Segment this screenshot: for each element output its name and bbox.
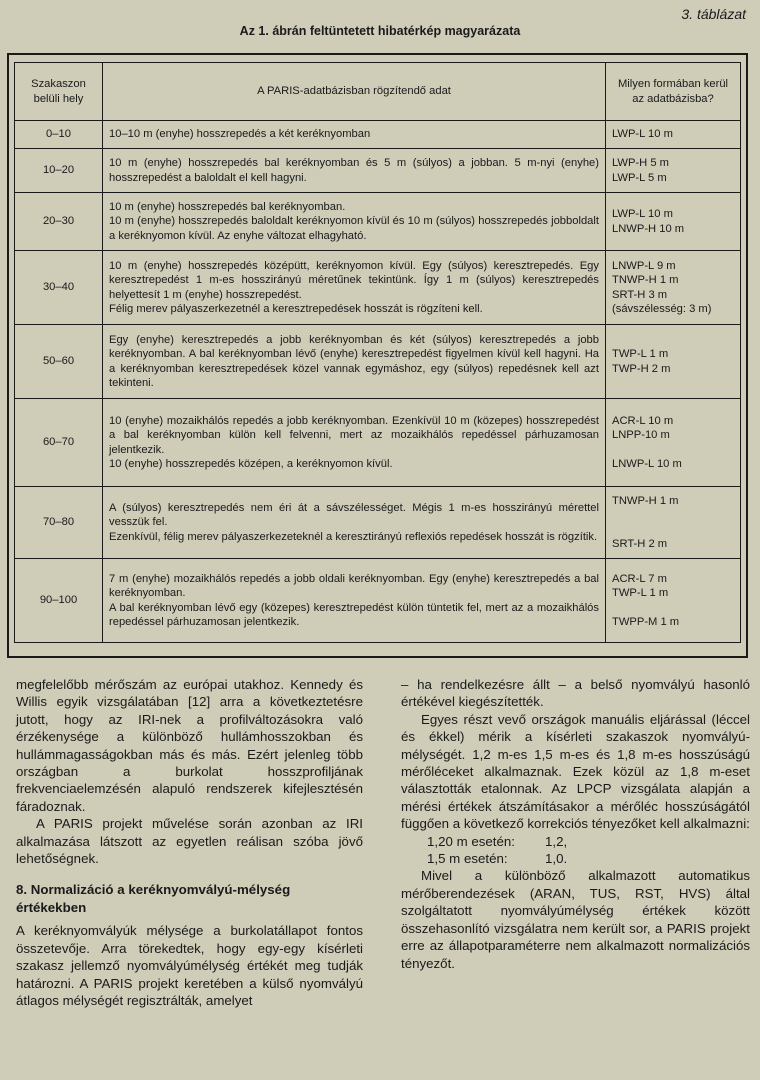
- description-line: 10 m (enyhe) hosszrepedés baloldalt keréknyomon kívül és 10 m (súlyos) hosszrepedés jobboldalt a keréknyomon kívül. Az enyhe változat elhagyható.: [109, 215, 599, 242]
- description-cell: [103, 487, 606, 559]
- paragraph: Mivel a különböző alkalmazott automatikus mérőberendezések (ARAN, TUS, RST, HVS) által szolgáltatott nyomvályúmélység értékek között összehasonlító vizsgálatra nem került sor, a PARIS projekt erre az állapotparaméterre nem alkalmazott normalizációs tényezőt.: [401, 868, 750, 971]
- location-cell: 10–20: [15, 149, 103, 193]
- table-row: [15, 559, 741, 643]
- header-data: A PARIS-adatbázisban rögzítendő adat: [103, 63, 606, 121]
- table-row: [15, 149, 741, 193]
- description-line: 10–10 m (enyhe) hosszrepedés a két keréknyomban: [109, 128, 371, 141]
- code-cell: TWP-L 1 m TWP-H 2 m: [606, 325, 741, 399]
- table-row: [15, 487, 741, 559]
- description-line: Félig merev pályaszerkezetnél a keresztrepedések hosszát is rögzíteni kell.: [109, 303, 483, 315]
- correction-factor-row: 1,20 m esetén: 1,2,: [427, 833, 568, 849]
- code-cell: ACR-L 10 m LNPP-10 m LNWP-L 10 m: [606, 399, 741, 487]
- description-cell: [103, 559, 606, 643]
- location-cell: 0–10: [15, 121, 103, 149]
- paragraph: A keréknyomvályúk mélysége a burkolatállapot fontos összetevője. Arra törekedtek, hogy egy-egy kísérleti szakasz jellemző nyomvályúmélység értékét meg tudják határozni. A PARIS projekt keretében a külső nyomvályú átlagos mélységét regisztrálták, amelyet: [16, 923, 363, 1008]
- description-line: 10 m (enyhe) hosszrepedés bal keréknyomban.: [109, 200, 346, 213]
- description-cell: [103, 325, 606, 399]
- location-cell: 50–60: [15, 325, 103, 399]
- table-row: [15, 325, 741, 399]
- code-cell: LWP-L 10 m: [606, 121, 741, 149]
- section-heading: 8. Normalizáció a keréknyomvályú-mélység értékekben: [16, 882, 291, 915]
- table-number: 3. táblázat: [681, 6, 746, 22]
- location-cell: 90–100: [15, 559, 103, 643]
- table-row: [15, 399, 741, 487]
- description-cell: [103, 149, 606, 193]
- description-line: 7 m (enyhe) mozaikhálós repedés a jobb oldali keréknyomban. Egy (enyhe) keresztrepedés a bal keréknyomban.: [109, 572, 599, 599]
- location-cell: 60–70: [15, 399, 103, 487]
- description-line: 10 m (enyhe) hosszrepedés középütt, keréknyomon kívül. Egy (súlyos) keresztrepedés. Egy keresztrepedést 1 m-es hosszirányú méretűnek tekintünk. Így 1 m (súlyos) keresztrepedés helyettesít 1 m (enyhe) hosszrepedést.: [109, 259, 599, 301]
- code-cell: ACR-L 7 m TWP-L 1 m TWPP-M 1 m: [606, 559, 741, 643]
- location-cell: 30–40: [15, 251, 103, 325]
- code-cell: LNWP-L 9 m TNWP-H 1 m SRT-H 3 m (sávszélesség: 3 m): [606, 251, 741, 325]
- right-column: [401, 676, 750, 972]
- description-line: 10 (enyhe) hosszrepedés középen, a keréknyomon kívül.: [109, 458, 393, 470]
- code-cell: LWP-H 5 m LWP-L 5 m: [606, 149, 741, 193]
- table-row: [15, 193, 741, 251]
- description-cell: [103, 251, 606, 325]
- code-cell: LWP-L 10 m LNWP-H 10 m: [606, 193, 741, 251]
- description-line: 10 m (enyhe) hosszrepedés bal keréknyomban és 5 m (súlyos) a jobban. 5 m-nyi (enyhe) hosszrepedést a baloldalt el kell hagyni.: [109, 157, 599, 184]
- paragraph: megfelelőbb mérőszám az európai utakhoz. Kennedy és Willis egyik vizsgálatában [12] arra a következtetésre jutott, hogy az IRI-nek a profilváltozásokra való érzékenysége a különböző hullámhosszokban és hullámmagasságokban más és más. Ezért jelenleg több országban a burkolat hosszprofiljának frekvenciaelemzésén alapuló rendszerek kifejlesztésén fáradoznak.: [16, 677, 363, 814]
- description-line: A bal keréknyomban lévő egy (közepes) keresztrepedést külön tüntetik fel, mert az a mozaikhálós repedéssel párhuzamosan jelentkezik.: [109, 601, 599, 628]
- defect-table: [14, 62, 741, 643]
- paragraph: A PARIS projekt művelése során azonban az IRI alkalmazása látszott az egyetlen reálisan szóba jövő lehetőségnek.: [16, 816, 363, 867]
- description-line: 10 (enyhe) mozaikhálós repedés a jobb keréknyomban. Ezenkívül 10 m (közepes) hosszrepedést a bal keréknyomban külön kell felvenni, mert az mozaikhálós repedéssel párhuzamosan jelentkezik.: [109, 414, 599, 456]
- code-cell: TNWP-H 1 m SRT-H 2 m: [606, 487, 741, 559]
- description-line: Egy (enyhe) keresztrepedés a jobb keréknyomban és két (súlyos) keresztrepedés a jobb keréknyomban. A bal keréknyomban lévő (enyhe) keresztrepedést figyelmen kívül kell hagyni. Ha a keréknyomban keresztrepedések közel vannak egymáshoz, egy (súlyos) repedésnek kell azt tekinteni.: [109, 333, 599, 389]
- table-row: [15, 121, 741, 149]
- header-format: Milyen formában kerül az adatbázisba?: [606, 63, 741, 121]
- description-cell: [103, 399, 606, 487]
- paragraph: Egyes részt vevő országok manuális eljárással (léccel és ékkel) mérik a kísérleti szakaszok nyomvályú-mélységét. 1,2 m-es 1,5 m-es és 1,8 m-es hosszúságú mérőléceket alkalmaznak. Ezek közül az 1,8 m-eset választották etalonnak. Az LPCP vizsgálata alapján a mérési értékek átszámításakor a mérőléc hosszúságától függően a következő korrekciós tényezőket kell alkalmazni:: [401, 711, 750, 832]
- description-cell: [103, 121, 606, 149]
- table-caption: Az 1. ábrán feltüntetett hibatérkép magyarázata: [239, 24, 521, 38]
- left-column: [16, 676, 363, 1009]
- description-line: A (súlyos) keresztrepedés nem éri át a sávszélességet. Mégis 1 m-es hosszirányú mérettel vesszük fel.: [109, 501, 599, 529]
- location-cell: 20–30: [15, 193, 103, 251]
- header-location: Szakaszon belüli hely: [15, 63, 103, 121]
- location-cell: 70–80: [15, 487, 103, 559]
- description-cell: [103, 193, 606, 251]
- correction-factor-row: 1,5 m esetén: 1,0.: [427, 851, 568, 867]
- paragraph: – ha rendelkezésre állt – a belső nyomvályú hasonló értékével kiegészítették.: [401, 677, 750, 710]
- table-row: [15, 251, 741, 325]
- description-line: Ezenkívül, félig merev pályaszerkezeteknél a keresztirányú reflexiós repedések hosszát is rögzítik.: [109, 530, 598, 543]
